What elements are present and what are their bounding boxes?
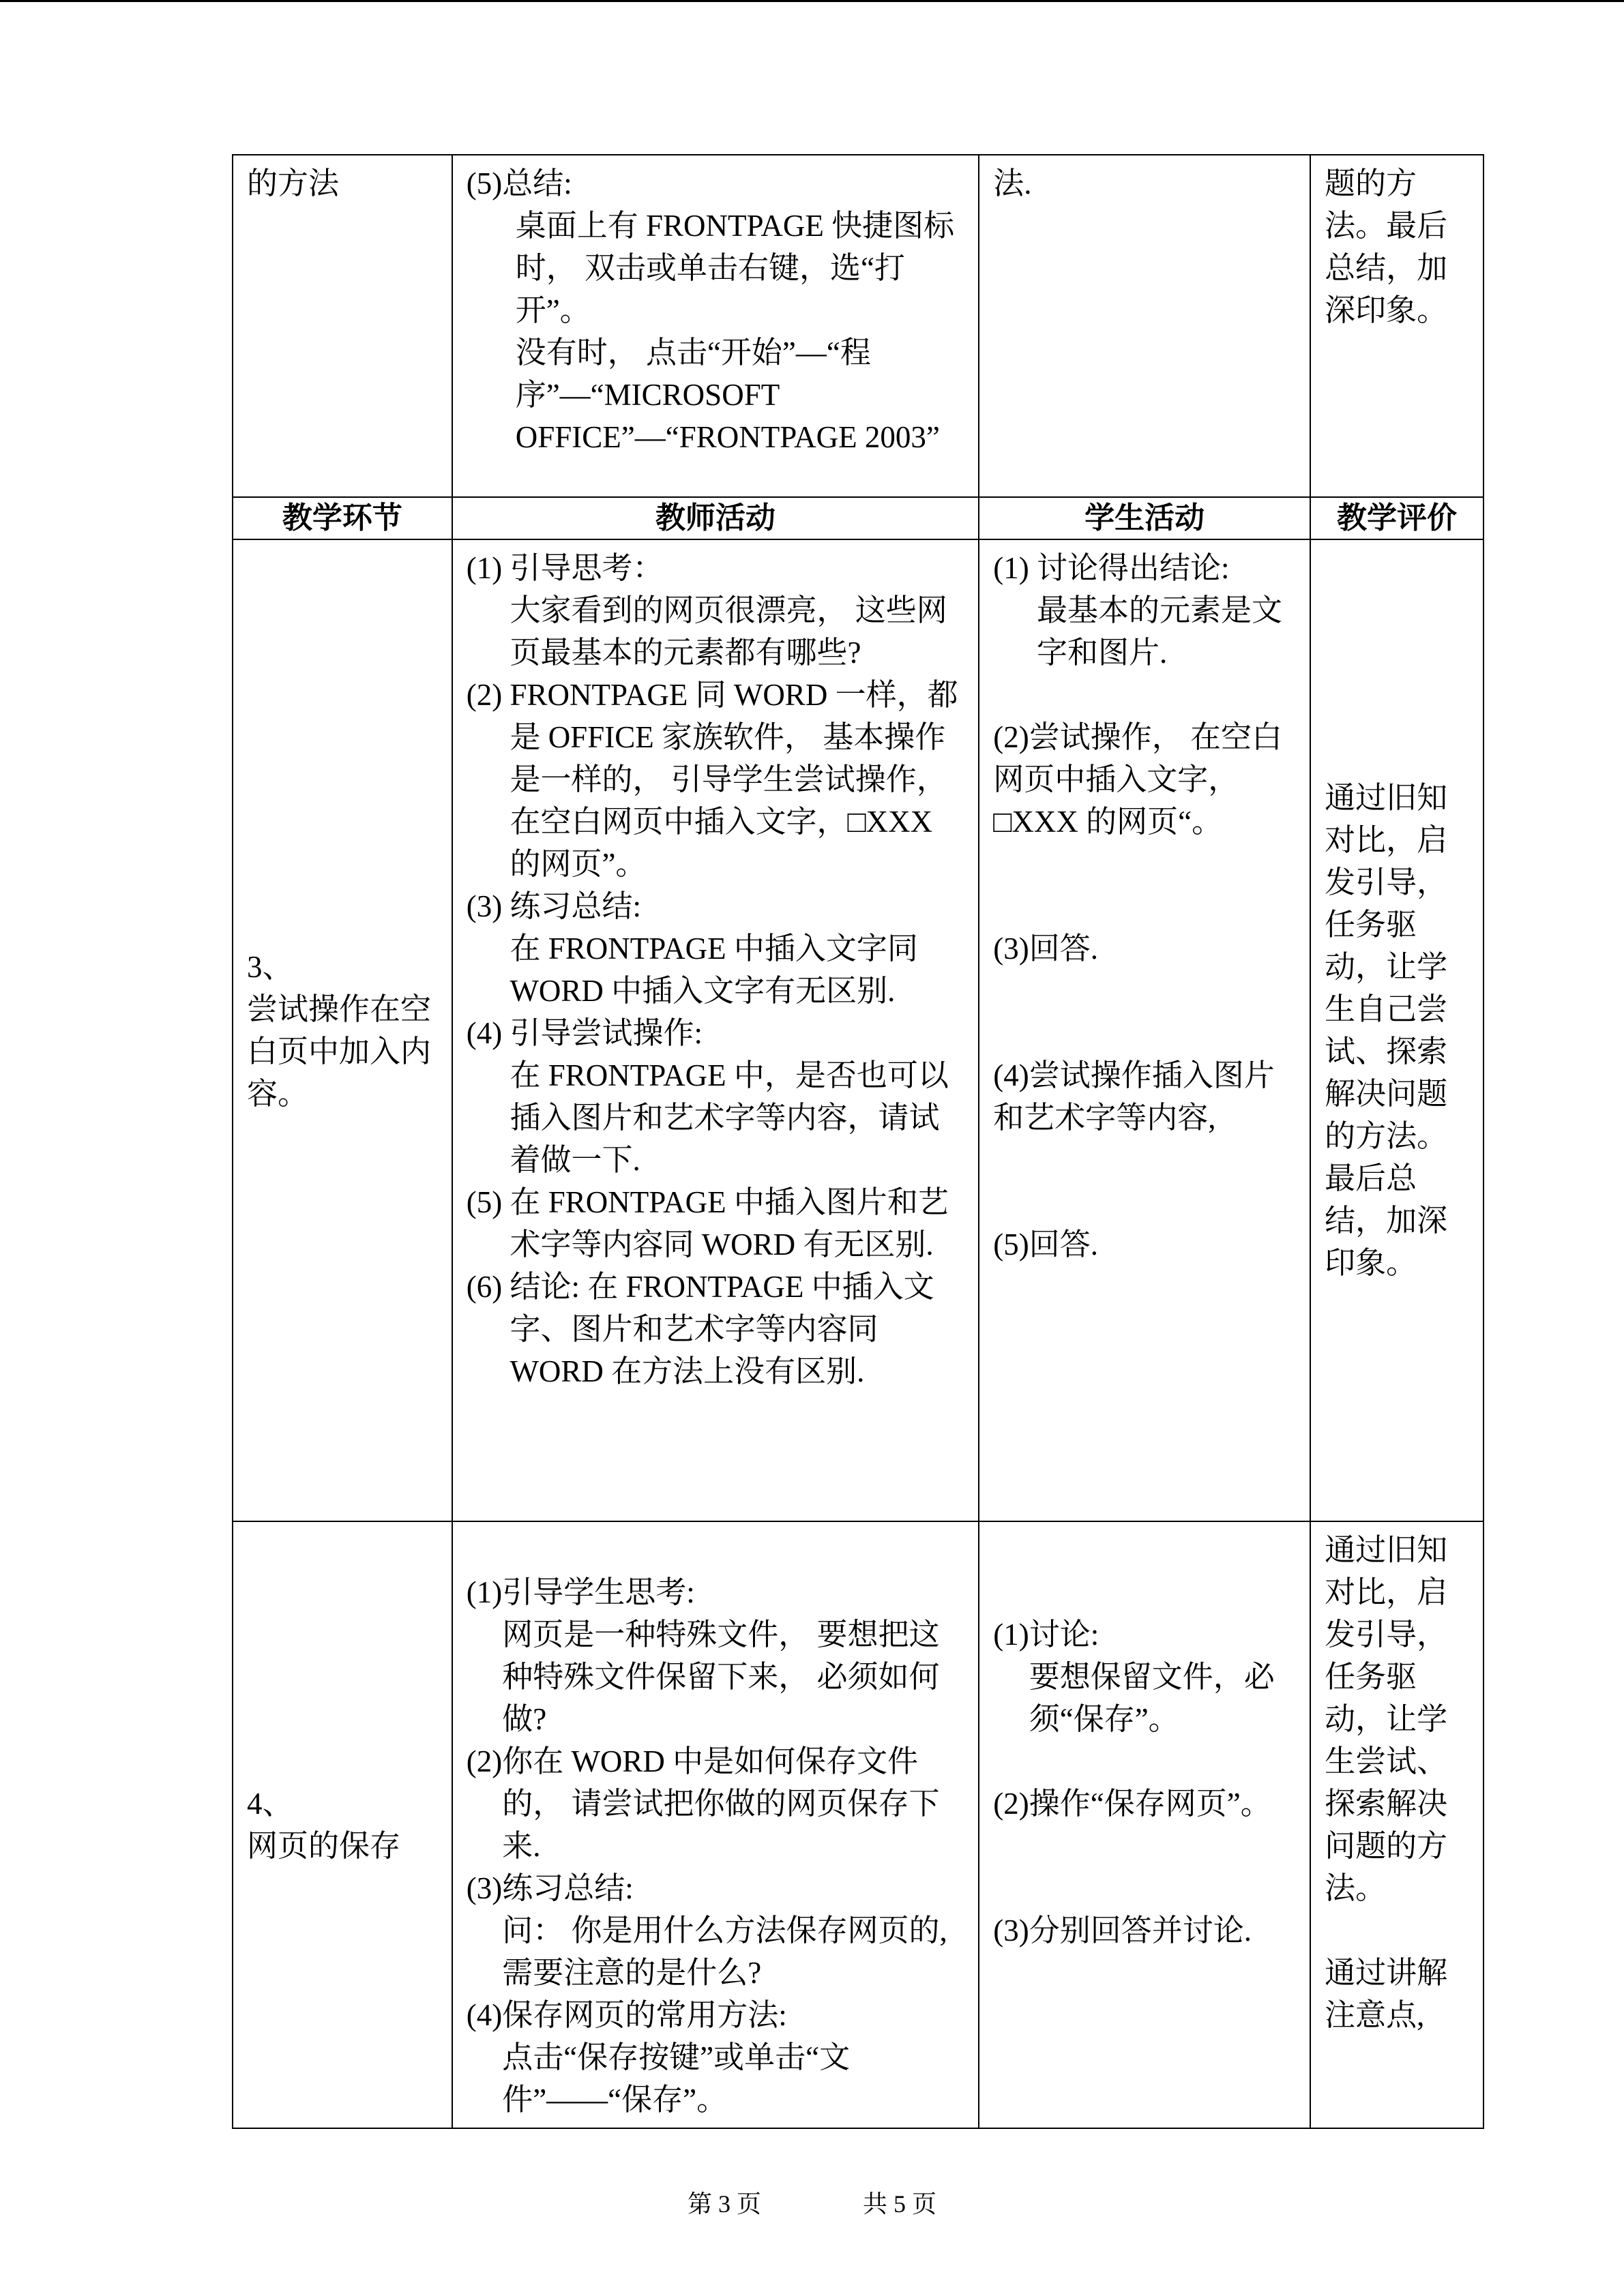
table-header-row	[233, 497, 1483, 539]
teacher-item: (3) 练习总结: 问： 你是用什么方法保存网页的, 需要注意的是什么?	[466, 1871, 947, 1990]
stage-cell: 4、 网页的保存	[233, 1521, 452, 2128]
teacher-text: 没有时， 点击“开始”—“程序”—“MICROSOFT OFFICE”—“FRONTPAGE 2003”	[515, 336, 940, 454]
teacher-cell	[452, 539, 979, 1521]
student-cell	[979, 539, 1310, 1521]
page-number: 第 3 页	[687, 2190, 761, 2218]
teacher-item: (1) 引导思考： 大家看到的网页很漂亮， 这些网页最基本的元素都有哪些?	[466, 551, 947, 670]
lesson-plan-table	[232, 154, 1484, 2129]
stage-cell: 3、 尝试操作在空白页中加入内容。	[233, 539, 452, 1521]
student-item: (4)尝试操作插入图片和艺术字等内容,	[993, 1058, 1275, 1135]
teacher-item: (6) 结论: 在 FRONTPAGE 中插入文字、图片和艺术字等内容同 WORD 在方法上没有区别.	[466, 1270, 934, 1388]
header-evaluation: 教学评价	[1310, 497, 1483, 539]
teacher-item: (2) 你在 WORD 中是如何保存文件的， 请尝试把你做的网页保存下来.	[466, 1744, 940, 1863]
teacher-item: (3) 练习总结: 在 FRONTPAGE 中插入文字同 WORD 中插入文字有无区别.	[466, 889, 918, 1008]
table-row-step-4	[233, 1521, 1483, 2128]
student-item: (5)回答.	[993, 1227, 1098, 1262]
evaluation-cell: 通过旧知对比，启发引导，任务驱动，让学生尝试、探索解决问题的方法。 通过讲解注意点,	[1310, 1521, 1483, 2128]
student-cell: 法.	[979, 155, 1310, 497]
table-row-continuation	[233, 155, 1483, 497]
table-row-step-3	[233, 539, 1483, 1521]
student-item: (3)分别回答并讨论.	[993, 1913, 1252, 1948]
evaluation-cell: 题的方法。最后总结，加深印象。	[1310, 155, 1483, 497]
student-item: (1) 讨论得出结论: 最基本的元素是文字和图片.	[993, 551, 1282, 670]
student-item: (2)尝试操作， 在空白网页中插入文字，□XXX 的网页“。	[993, 720, 1282, 839]
teacher-cell	[452, 155, 979, 497]
teacher-item: (5) 在 FRONTPAGE 中插入图片和艺术字等内容同 WORD 有无区别.	[466, 1185, 949, 1262]
student-item: (1) 讨论: 要想保留文件，必须“保存”。	[993, 1617, 1275, 1736]
header-student: 学生活动	[979, 497, 1310, 539]
teacher-item: (5) 总结:	[466, 166, 572, 200]
page-total: 共 5 页	[863, 2190, 937, 2218]
teacher-item: (2) FRONTPAGE 同 WORD 一样，都是 OFFICE 家族软件， 基本操作是一样的， 引导学生尝试操作，在空白网页中插入文字，□XXX 的网页”。	[466, 678, 958, 881]
student-item: (2)操作“保存网页”。	[993, 1787, 1271, 1821]
stage-cell: 的方法	[233, 155, 452, 497]
student-cell	[979, 1521, 1310, 2128]
header-teacher: 教师活动	[452, 497, 979, 539]
teacher-item: (1) 引导学生思考: 网页是一种特殊文件， 要想把这种特殊文件保留下来， 必须如何做?	[466, 1575, 940, 1736]
page-footer	[0, 2185, 1624, 2220]
student-item: (3)回答.	[993, 931, 1098, 966]
evaluation-cell: 通过旧知对比，启发引导，任务驱动，让学生自己尝试、探索解决问题的方法。最后总结，加深印象。	[1310, 539, 1483, 1521]
teacher-cell	[452, 1521, 979, 2128]
teacher-item: (4) 引导尝试操作: 在 FRONTPAGE 中，是否也可以插入图片和艺术字等内容，请试着做一下.	[466, 1016, 949, 1177]
top-border-line	[0, 0, 1624, 2]
header-stage: 教学环节	[233, 497, 452, 539]
teacher-item: (4) 保存网页的常用方法: 点击“保存按键”或单击“文件”——“保存”。	[466, 1998, 851, 2117]
teacher-text: 桌面上有 FRONTPAGE 快捷图标时， 双击或单击右键，选“打开”。	[515, 209, 955, 327]
